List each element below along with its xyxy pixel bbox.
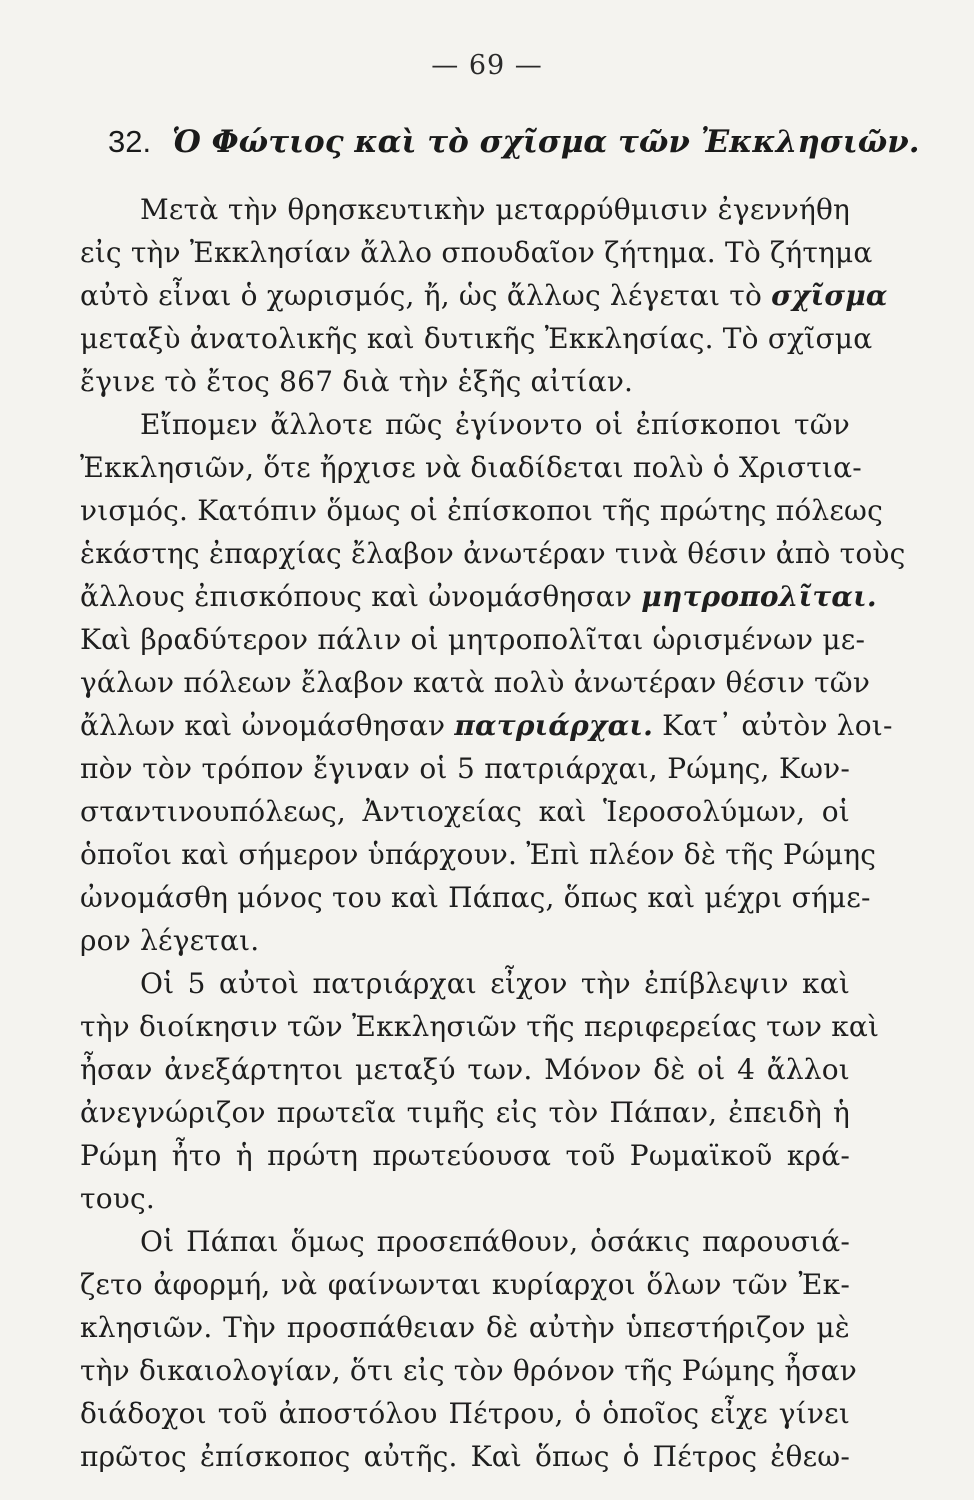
text-line xyxy=(80,1134,850,1177)
text-segment: ἄλλους ἐπισκόπους καὶ ὠνομάσθησαν xyxy=(80,580,642,613)
text-line xyxy=(80,446,862,489)
text-segment: ἀνεγνώριζον πρωτεῖα τιμῆς εἰς τὸν Πάπαν, ἐπειδὴ ἡ xyxy=(80,1096,850,1129)
text-segment: σταντινουπόλεως, Ἀντιοχείας καὶ Ἱεροσολύμων, οἱ xyxy=(80,795,850,828)
text-segment: Κατ᾽ αὐτὸν λοι- xyxy=(653,709,893,742)
text-line xyxy=(80,1349,857,1392)
text-line xyxy=(80,188,850,231)
text-line xyxy=(80,747,850,790)
text-segment: Μετὰ τὴν θρησκευτικὴν μεταρρύθμισιν ἐγεννήθη xyxy=(140,193,850,226)
text-segment: ἔγινε τὸ ἔτος 867 διὰ τὴν ἑξῆς αἰτίαν. xyxy=(80,365,634,398)
text-segment: ἑκάστης ἐπαρχίας ἔλαβον ἀνωτέραν τινὰ θέσιν ἀπὸ τοὺς xyxy=(80,537,906,570)
text-segment: ζετο ἀφορμή, νὰ φαίνωνται κυρίαρχοι ὅλων τῶν Ἐκ- xyxy=(80,1268,850,1301)
text-segment: τους. xyxy=(80,1182,155,1215)
page-number: — 69 — xyxy=(431,50,543,81)
text-line xyxy=(80,1091,850,1134)
text-line xyxy=(80,403,850,446)
text-segment: Ρώμη ἦτο ἡ πρώτη πρωτεύουσα τοῦ Ρωμαϊκοῦ κρά- xyxy=(80,1139,850,1172)
text-segment: ὠνομάσθη μόνος του καὶ Πάπας, ὅπως καὶ μέχρι σήμε- xyxy=(80,881,871,914)
text-line xyxy=(80,575,877,618)
text-line xyxy=(80,274,888,317)
text-segment: πρῶτος ἐπίσκοπος αὐτῆς. Καὶ ὅπως ὁ Πέτρος ἐθεω- xyxy=(80,1440,850,1473)
text-segment: Εἴπομεν ἄλλοτε πῶς ἐγίνοντο οἱ ἐπίσκοποι τῶν xyxy=(140,408,850,441)
text-segment: εἰς τὴν Ἐκκλησίαν ἄλλο σπουδαῖον ζήτημα. Τὸ ζήτημα xyxy=(80,236,873,269)
text-line xyxy=(80,1306,850,1349)
text-segment: κλησιῶν. Τὴν προσπάθειαν δὲ αὐτὴν ὑπεστήριζον μὲ xyxy=(80,1311,850,1344)
emphasized-term: σχῖσμα xyxy=(771,279,888,312)
text-segment: ἄλλων καὶ ὠνομάσθησαν xyxy=(80,709,455,742)
text-line xyxy=(80,1005,880,1048)
text-segment: πὸν τὸν τρόπον ἔγιναν οἱ 5 πατριάρχαι, Ρώμης, Κων- xyxy=(80,752,850,785)
section-title: Ὁ Φώτιος καὶ τὸ σχῖσμα τῶν Ἐκκλησιῶν. xyxy=(171,124,920,160)
text-segment: διάδοχοι τοῦ ἀποστόλου Πέτρου, ὁ ὁποῖος εἶχε γίνει xyxy=(80,1397,850,1430)
text-segment: αὐτὸ εἶναι ὁ χωρισμός, ἤ, ὡς ἄλλως λέγεται τὸ xyxy=(80,279,772,312)
text-segment: Ἐκκλησιῶν, ὅτε ἤρχισε νὰ διαδίδεται πολὺ ὁ Χριστια- xyxy=(80,451,862,484)
text-segment: Οἱ 5 αὐτοὶ πατριάρχαι εἶχον τὴν ἐπίβλεψιν καὶ xyxy=(140,967,850,1000)
text-line xyxy=(80,1392,850,1435)
text-line xyxy=(80,489,883,532)
text-segment: νισμός. Κατόπιν ὅμως οἱ ἐπίσκοποι τῆς πρώτης πόλεως xyxy=(80,494,883,527)
text-line xyxy=(80,532,906,575)
text-line xyxy=(80,704,893,747)
text-line xyxy=(80,661,871,704)
emphasized-term: μητροπολῖται. xyxy=(641,580,877,613)
text-line xyxy=(80,919,850,962)
text-line xyxy=(80,790,850,833)
text-line xyxy=(80,1220,850,1263)
text-segment: μεταξὺ ἀνατολικῆς καὶ δυτικῆς Ἐκκλησίας. Τὸ σχῖσμα xyxy=(80,322,873,355)
text-segment: ὁποῖοι καὶ σήμερον ὑπάρχουν. Ἐπὶ πλέον δὲ τῆς Ρώμης xyxy=(80,838,877,871)
section-number: 32. xyxy=(108,124,152,159)
text-line xyxy=(80,876,871,919)
text-segment: ρον λέγεται. xyxy=(80,924,260,957)
text-line xyxy=(80,1435,850,1478)
text-segment: Οἱ Πάπαι ὅμως προσεπάθουν, ὁσάκις παρουσιά- xyxy=(140,1225,850,1258)
text-line xyxy=(80,360,850,403)
text-line xyxy=(80,1263,850,1306)
section-heading xyxy=(108,124,920,160)
body-text xyxy=(80,188,906,1478)
text-line xyxy=(80,317,873,360)
text-line xyxy=(80,1048,850,1091)
text-line xyxy=(80,1177,850,1220)
text-line xyxy=(80,618,866,661)
text-segment: Καὶ βραδύτερον πάλιν οἱ μητροπολῖται ὡρισμένων με- xyxy=(80,623,866,656)
text-line xyxy=(80,231,873,274)
text-segment: ἦσαν ἀνεξάρτητοι μεταξύ των. Μόνον δὲ οἱ 4 ἄλλοι xyxy=(80,1053,850,1086)
text-segment: τὴν δικαιολογίαν, ὅτι εἰς τὸν θρόνον τῆς Ρώμης ἦσαν xyxy=(80,1354,857,1387)
text-segment: γάλων πόλεων ἔλαβον κατὰ πολὺ ἀνωτέραν θέσιν τῶν xyxy=(80,666,871,699)
text-line xyxy=(80,962,850,1005)
emphasized-term: πατριάρχαι. xyxy=(454,709,654,742)
text-segment: τὴν διοίκησιν τῶν Ἐκκλησιῶν τῆς περιφερείας των καὶ xyxy=(80,1010,880,1043)
text-line xyxy=(80,833,877,876)
